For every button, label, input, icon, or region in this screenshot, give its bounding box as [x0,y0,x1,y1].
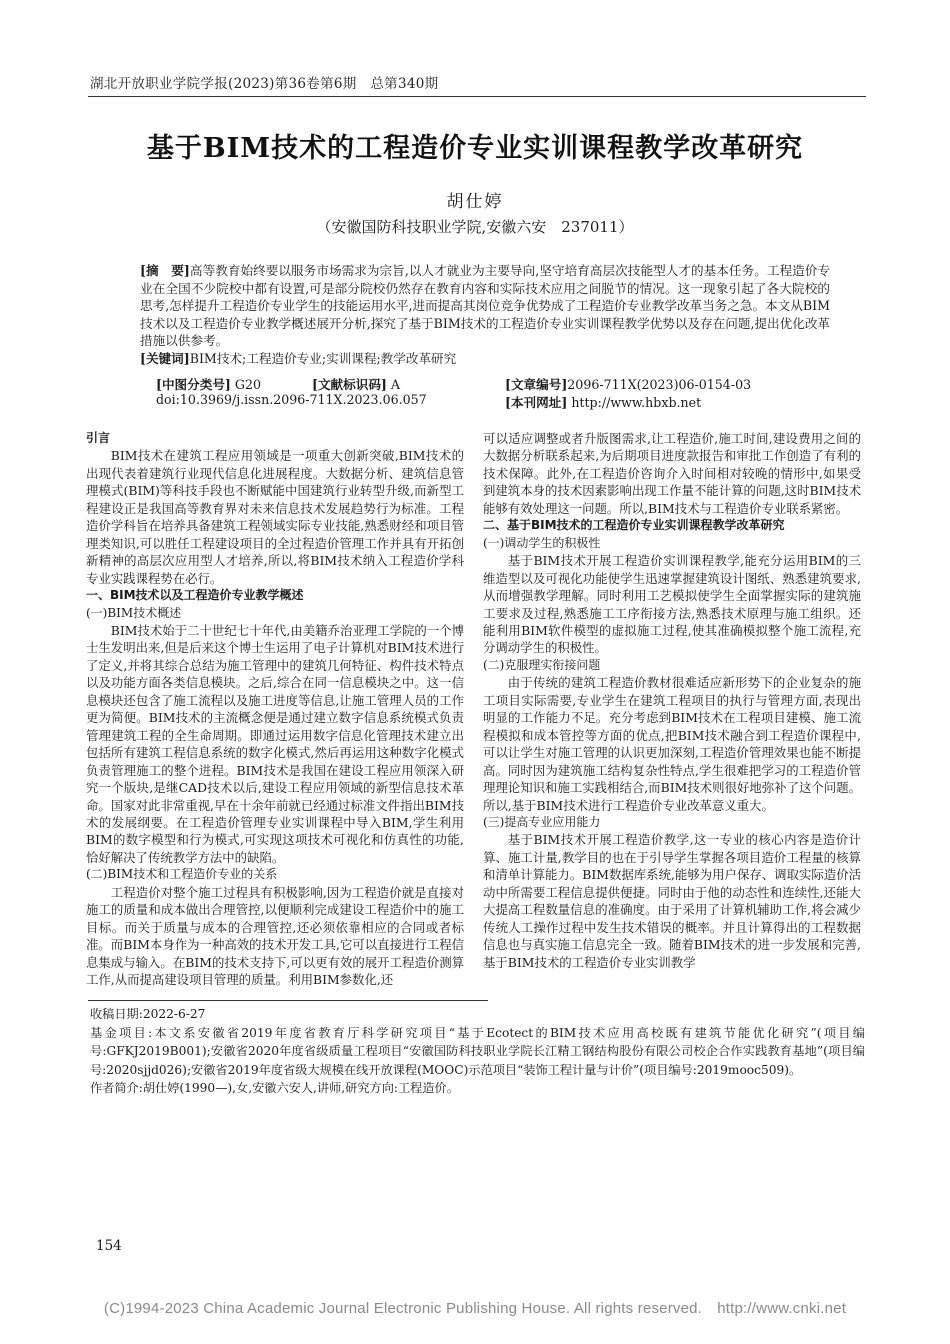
footnotes [90,1005,865,1098]
received-date: 收稿日期:2022-6-27 [90,1007,206,1021]
subsection-heading: (二)BIM技术和工程造价专业的关系 [86,867,278,882]
footnote-rule [88,1000,488,1001]
paragraph: BIM技术在建筑工程应用领域是一项重大创新突破,BIM技术的出现代表着建筑行业现代信息化进展程度。大数据分析、建筑信息管理模式(BIM)等科技手段也不断赋能中国建筑行业转型升级,而新型工程建设正是我国高等教育界对未来信息技术发展趋势行为标准。工程造价学科旨在培养具备建筑工程领域实际专业技能,熟悉财经和项目管理类知识,可以胜任工程建设项目的全过程造价管理工作并具有开拓创新精神的高层次应用型人才培养,所以,将BIM技术纳入工程造价学科专业实践课程势在必行。 [86,448,464,586]
subsection-heading: (二)克服理实衔接问题 [483,657,601,672]
abstract-block [140,262,830,368]
header-rule [88,96,866,97]
author-name: 胡仕婷 [446,192,504,212]
journal-url-value[interactable]: http://www.hbxb.net [571,395,702,410]
paragraph: 基于BIM技术开展工程造价教学,这一专业的核心内容是造价计算、施工计量,教学目的也在于引导学生掌握各项目造价工程量的核算和清单计算能力。BIM数据库系统,能够为用户保存、调取实际造价活动中所需要工程信息提供便捷。同时由于他的动态性和连续性,还能大大提高工程数量信息的准确度。由于采用了计算机辅助工作,将会减少传统人工操作过程中发生技术错误的概率。并且计算得出的工程数据信息也与真实施工信息完全一致。随着BIM技术的进一步发展和完善,基于BIM技术的工程造价专业实训教学 [483,832,861,970]
abstract-label: [摘 要] [140,263,190,278]
author-affiliation: （安徽国防科技职业学院,安徽六安 237011） [316,218,634,236]
article-number-field [505,374,751,393]
funding-note: 基金项目:本文系安徽省2019年度省教育厅科学研究项目“基于Ecotect的BIM技术应用高校既有建筑节能优化研究”(项目编号:GFKJ2019B001);安徽省2020年度省级质量工程项目“安徽国防科技职业学院长江精工钢结构股份有限公司校企合作实践教育基地”(项目编号:2020sjjd026);安徽省2019年度省级大规模在线开放课程(MOOC)示范项目“装饰工程计量与计价”(项目编号:2019mooc509)。 [90,1025,865,1077]
article-title: 基于BIM技术的工程造价专业实训课程教学改革研究 [146,133,804,164]
copyright-footer: (C)1994-2023 China Academic Journal Electronic Publishing House. All rights reserved. http://www.cnki.net [103,1300,847,1317]
body-column-left [86,430,464,989]
subsection-heading: (一)调动学生的积极性 [483,535,601,550]
running-head: 湖北开放职业学院学报(2023)第36卷第6期 总第340期 [90,76,439,92]
author-bio: 作者简介:胡仕婷(1990—),女,安徽六安人,讲师,研究方向:工程造价。 [90,1081,459,1096]
clc-value: G20 [234,377,261,392]
subsection-heading: (三)提高专业应用能力 [483,814,601,829]
clc-label: [中图分类号] [156,377,231,392]
paragraph-continued: 可以适应调整或者升版图需求,让工程造价,施工时间,建设费用之间的大数据分析联系起来,为后期项目进度款报告和审批工作创造了有利的技术保障。此外,在工程造价咨询介入时间相对较晚的情形中,如果受到建筑本身的技术因素影响出现工作量不能计算的问题,这时BIM技术能够有效处理这一问题。所以,BIM技术与工程造价专业联系紧密。 [483,431,861,516]
journal-url-label: [本刊网址] [505,395,568,410]
doc-code-label: [文献标识码] [312,377,387,392]
article-number-label: [文章编号] [505,377,568,392]
keywords-label: [关键词] [140,350,190,366]
doc-code-value: A [390,377,401,392]
paragraph: 由于传统的建筑工程造价教材很难适应新形势下的企业复杂的施工项目实际需要,专业学生在建筑工程项目的执行与管理方面,表现出明显的工作能力不足。充分考虑到BIM技术在工程项目建模、施工流程模拟和成本管控等方面的优点,把BIM技术融合到工程造价课程中,可以让学生对施工管理的认识更加深刻,工程造价管理效果也能不断提高。同时因为建筑施工结构复杂性特点,学生很难把学习的工程造价管理理论知识和施工实践相结合,而BIM技术则很好地弥补了这个问题。所以,基于BIM技术进行工程造价专业改革意义重大。 [483,675,861,813]
abstract-text: 高等教育始终要以服务市场需求为宗旨,以人才就业为主要导向,坚守培育高层次技能型人才的基本任务。工程造价专业在全国不少院校中都有设置,可是部分院校仍然存在教育内容和实际技术应用之间脱节的情况。这一现象引起了各大院校的思考,怎样提升工程造价专业学生的技能运用水平,进而提高其岗位竞争优势成了工程造价专业教学改革当务之急。本文从BIM技术以及工程造价专业教学概述展开分析,探究了基于BIM技术的工程造价专业实训课程教学优势以及存在问题,提出优化改革措施以供参考。 [140,263,831,349]
doi: doi:10.3969/j.issn.2096-711X.2023.06.057 [156,392,427,407]
abstract-paragraph [140,262,830,350]
paragraph: BIM技术始于二十世纪七十年代,由美籍乔治亚理工学院的一个博士生发明出来,但是后来这个博士生运用了电子计算机对BIM技术进行了定义,并将其综合总结为施工管理中的建筑几何特征、构件技术特点以及功能方面各类信息模块。之后,综合在同一信息模块之中。这一信息模块还包含了施工流程以及施工进度等信息,让施工管理人员的工作更为简便。BIM技术的主流概念便是通过建立数字信息系统模式负责管理建筑工程的全生命周期。即通过运用数字信息化管理技术建立出包括所有建筑工程信息系统的数字化模式,然后再运用这种数字化模式负责管理施工的整个进程。BIM技术是我国在建设工程应用领深入研究一个版块,是继CAD技术以后,建设工程应用领域的新型信息技术革命。国家对此非常重视,早在十余年前就已经通过标准文件指出BIM技术的发展纲要。在工程造价管理专业实训课程中导入BIM,学生利用BIM的数字模型和行为模式,可实现这项技术可视化和仿真性的功能,恰好解决了传统教学方法中的缺陷。 [86,622,464,865]
paragraph: 基于BIM技术开展工程造价实训课程教学,能充分运用BIM的三维造型以及可视化功能使学生迅速掌握建筑设计图纸、熟悉建筑要求,从而增强教学理解。同时利用工艺模拟使学生全面掌握实际的建筑施工要求及过程,熟悉施工工序衔接方法,熟悉技术原理与施工组织。还能利用BIM软件模型的虚拟施工过程,使其准确模拟整个施工流程,充分调动学生的积极性。 [483,553,861,656]
keywords-text: BIM技术;工程造价专业;实训课程;教学改革研究 [189,350,457,366]
paragraph: 工程造价对整个施工过程具有积极影响,因为工程造价就是直接对施工的质量和成本做出合理管控,以便顺利完成建设工程造价中的施工目标。而关于质量与成本的合理管控,还必须依靠相应的合同或者标准。而BIM本身作为一种高效的技术开发工具,它可以直接进行工程信息集成与输入。在BIM的技术支持下,可以更有效的展开工程造价测算工作,从而提高建设项目管理的质量。利用BIM参数化,还 [86,884,464,988]
subsection-heading: (一)BIM技术概述 [86,605,182,620]
article-number-value: 2096-711X(2023)06-0154-03 [567,377,752,392]
keywords-paragraph [140,350,830,368]
page-number: 154 [96,1238,122,1254]
body-column-right [483,430,861,971]
section-heading: 引言 [86,431,111,445]
journal-url-field [505,392,701,411]
clc-field [156,374,261,393]
doc-code-field [312,374,400,393]
section-heading: 一、BIM技术以及工程造价专业教学概述 [86,588,304,603]
section-heading: 二、基于BIM技术的工程造价专业实训课程教学改革研究 [483,518,785,533]
